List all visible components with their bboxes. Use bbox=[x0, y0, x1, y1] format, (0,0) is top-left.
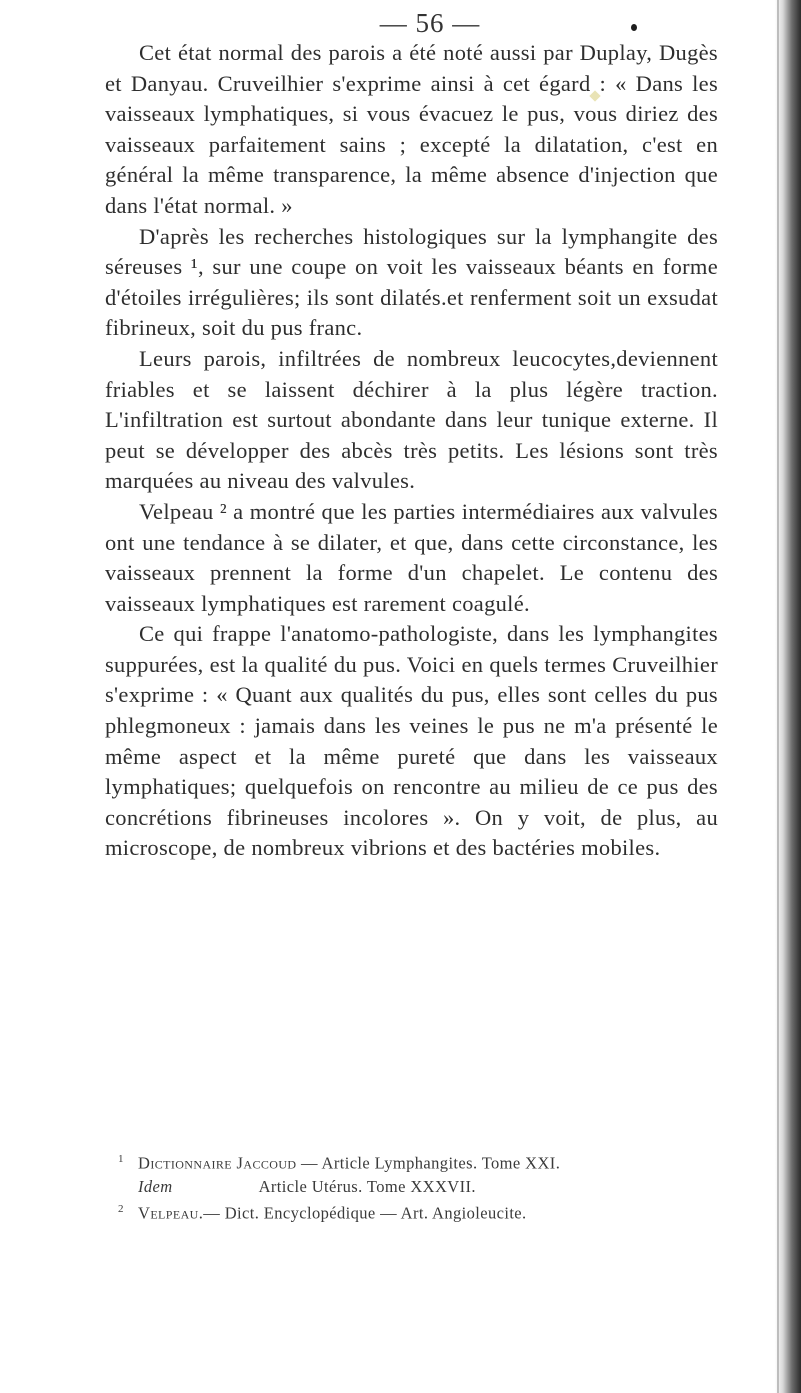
footnote-source: Dictionnaire Jaccoud bbox=[138, 1153, 297, 1173]
footnote bbox=[118, 1198, 718, 1225]
body-text bbox=[105, 38, 718, 864]
paragraph: D'après les recherches histologiques sur la lymphangite des séreuses ¹, sur une coupe on voit les vaisseaux béants en forme d'étoiles irrégulières; ils sont dilatés.et renferment soit un exsudat fibrineux, soit du pus franc. bbox=[105, 223, 718, 341]
footnote-text: Article Utérus. Tome XXXVII. bbox=[258, 1176, 476, 1196]
footnote-text: Article Lymphangites. Tome XXI. bbox=[321, 1153, 561, 1173]
footnote bbox=[118, 1148, 718, 1175]
footnote-source: Idem bbox=[138, 1176, 173, 1196]
footnote-text: Dict. Encyclopédique — Art. Angioleucite. bbox=[224, 1203, 527, 1222]
footnote-dash: — bbox=[203, 1203, 221, 1222]
page-edge-line bbox=[777, 0, 779, 1393]
footnotes bbox=[118, 1148, 718, 1224]
paragraph: Cet état normal des parois a été noté aussi par Duplay, Dugès et Danyau. Cruveilhier s'exprime ainsi à cet égard : « Dans les vaisseaux lymphatiques, si vous évacuez le pus, vous diriez des vaisseaux parfaitement sains ; excepté la dilatation, c'est en général la même transparence, la même absence d'injection que dans l'état normal. » bbox=[105, 40, 718, 218]
footnote-dash: — bbox=[301, 1153, 318, 1173]
footnote-number: 1 bbox=[118, 1153, 124, 1165]
footnote-source: Velpeau. bbox=[138, 1203, 204, 1222]
ink-dot-mark bbox=[631, 24, 637, 31]
paragraph: Leurs parois, infiltrées de nombreux leucocytes,deviennent friables et se laissent déchirer à la plus légère traction. L'infiltration est surtout abondante dans leur tunique externe. Il peut se développer des abcès très petits. Les lésions sont très marquées au niveau des valvules. bbox=[105, 345, 718, 494]
paragraph: Velpeau ² a montré que les parties intermédiaires aux valvules ont une tendance à se dilater, et que, dans cette circonstance, les vaisseaux prennent la forme d'un chapelet. Le contenu des vaisseaux lymphatiques est rarement coagulé. bbox=[105, 498, 718, 616]
paragraph: Ce qui frappe l'anatomo-pathologiste, dans les lymphangites suppurées, est la qualité du pus. Voici en quels termes Cruveilhier s'exprime : « Quant aux qualités du pus, elles sont celles du pus phlegmoneux : jamais dans les veines le pus ne m'a présenté le même aspect et la même pureté que dans les vaisseaux lymphatiques; quelquefois on rencontre au milieu de ce pus des concrétions fibrineuses incolores ». On y voit, de plus, au microscope, de nombreux vibrions et des bactéries mobiles. bbox=[105, 621, 718, 861]
footnote bbox=[118, 1175, 718, 1198]
page-number: — 56 — bbox=[379, 8, 481, 38]
footnote-number: 2 bbox=[118, 1202, 124, 1215]
